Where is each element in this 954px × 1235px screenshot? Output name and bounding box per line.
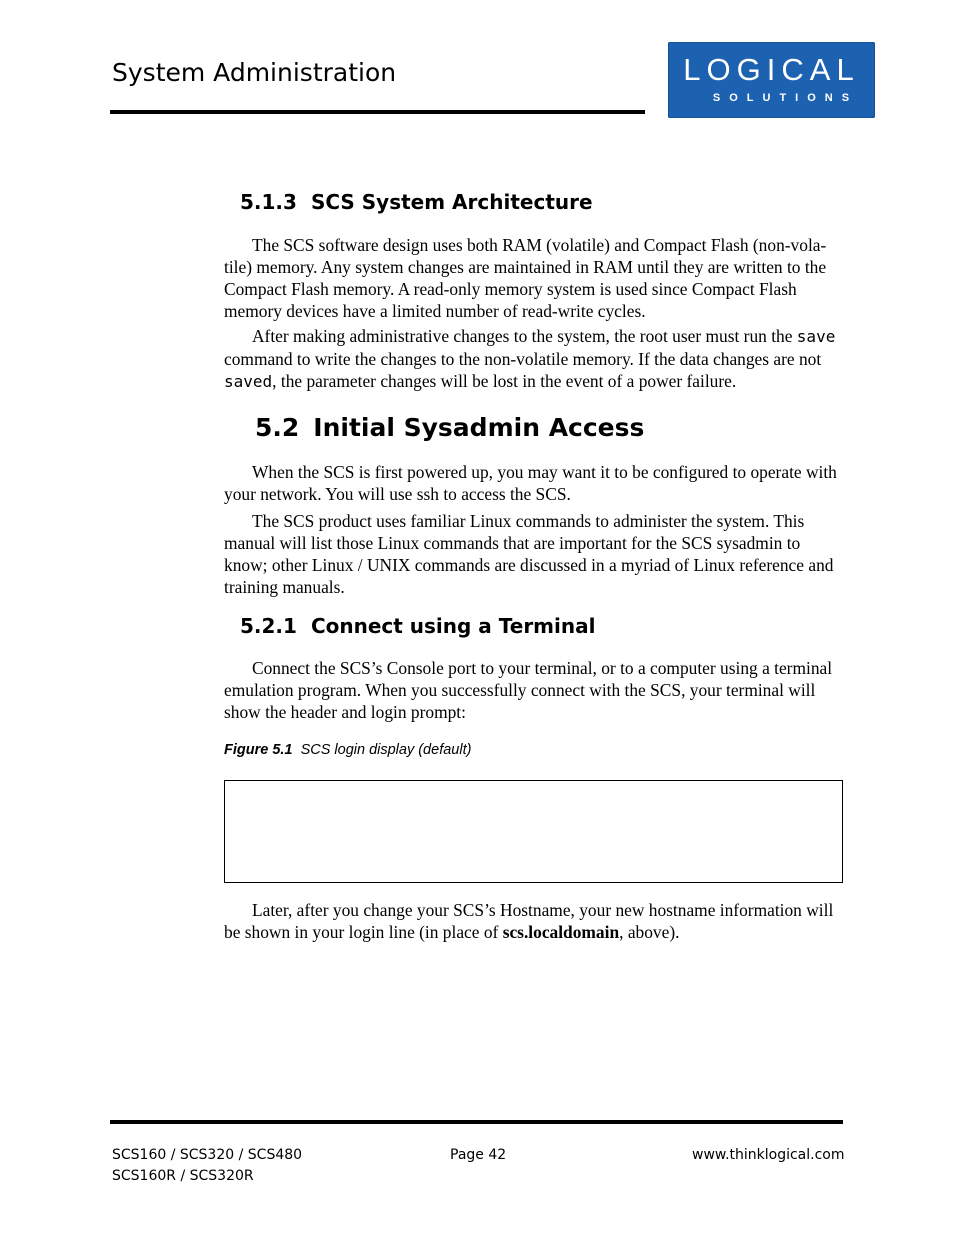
figure-login-display-box (224, 780, 843, 883)
code-saved: saved (224, 372, 273, 391)
section-title: SCS System Architecture (310, 190, 593, 214)
text-run: Later, after you change your SCS’s Hostname, your new hostname information will be shown in your login line (in place of (224, 900, 834, 942)
section-title: Connect using a Terminal (310, 614, 596, 638)
footer-model-list (112, 1145, 302, 1187)
text-run: command to write the changes to the non-volatile memory. If the data changes are not (224, 349, 822, 369)
footer-rule (110, 1120, 843, 1124)
section-heading-5-2-1 (240, 614, 595, 638)
logical-solutions-logo (668, 42, 875, 118)
figure-caption-text: SCS login display (default) (300, 742, 472, 758)
paragraph-sysadmin-2: The SCS product uses familiar Linux commands to administer the system. This manual will list those Linux commands that are important for the SCS sysadmin to know; other Linux / UNIX commands are discussed in a myriad of Linux reference and training manuals. (224, 511, 834, 597)
section-number: 5.2 (255, 413, 300, 442)
code-save: save (796, 327, 836, 346)
paragraph-architecture-1: The SCS software design uses both RAM (volatile) and Compact Flash (non-vola-tile) memory. Any system changes are maintained in RAM until they are written to the Compact Flash memory. A read-only memory system is used since Compact Flash memory devices have a limited number of read-write cycles. (224, 235, 827, 321)
footer-website: www.thinklogical.com (692, 1147, 845, 1163)
section-title: Initial Sysadmin Access (313, 413, 645, 442)
bold-hostname: scs.localdomain (502, 922, 620, 942)
section-heading-5-2 (255, 413, 644, 442)
page-header-title: System Administration (112, 58, 397, 87)
footer-page-number: Page 42 (450, 1147, 507, 1163)
figure-label: Figure 5.1 (224, 742, 293, 758)
text-run: , above). (619, 922, 680, 942)
paragraph-architecture-2 (224, 325, 844, 393)
paragraph-sysadmin-1: When the SCS is first powered up, you may want it to be configured to operate with your network. You will use ssh to access the SCS. (224, 462, 837, 504)
text-run: After making administrative changes to the system, the root user must run the (252, 326, 797, 346)
paragraph-terminal-1: Connect the SCS’s Console port to your terminal, or to a computer using a terminal emulation program. When you successfully connect with the SCS, your terminal will show the header and login prompt: (224, 658, 833, 722)
section-heading-5-1-3 (240, 190, 593, 214)
header-rule (110, 110, 645, 114)
logo-word: LOGICAL (683, 52, 860, 87)
paragraph-terminal-2 (224, 899, 844, 943)
text-run: , the parameter changes will be lost in the event of a power failure. (272, 371, 737, 391)
section-number: 5.1.3 (240, 190, 297, 214)
figure-caption (224, 742, 471, 758)
logo-subtitle: SOLUTIONS (712, 92, 859, 104)
footer-models-line-1: SCS160 / SCS320 / SCS480 (112, 1147, 303, 1163)
footer-models-line-2: SCS160R / SCS320R (112, 1168, 254, 1184)
section-number: 5.2.1 (240, 614, 297, 638)
